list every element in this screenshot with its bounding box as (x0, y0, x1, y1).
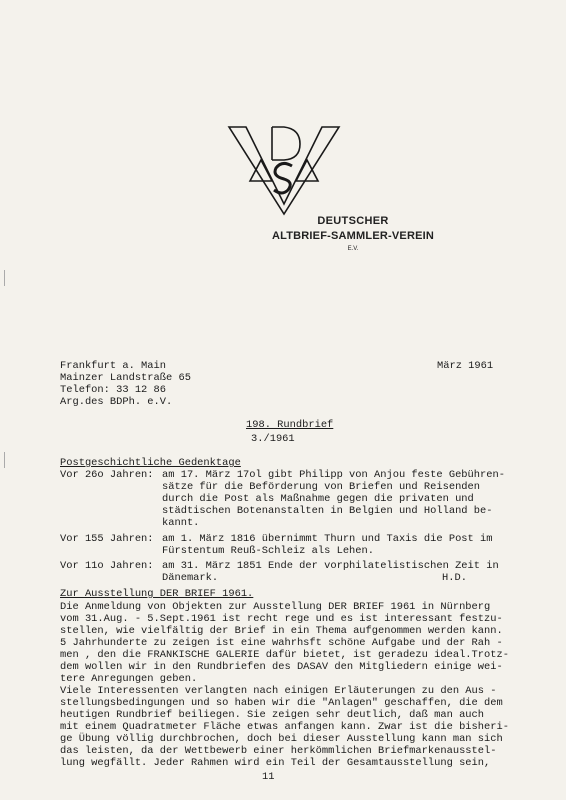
entry-line: kannt. (162, 517, 200, 529)
entry-line: Dänemark. (162, 572, 219, 584)
org-name-line1: DEUTSCHER (317, 215, 389, 227)
body-line: Viele Interessenten verlangten nach einigen Erläuterungen zu den Aus - (60, 685, 497, 697)
entry-line: sätze für die Beförderung von Briefen und Reisenden (162, 481, 481, 493)
body-line: lung wegfällt. Jeder Rahmen wird ein Teil der Gesamtausstellung sein, (60, 757, 491, 769)
page-number: 11 (262, 771, 275, 783)
entry-label: Vor 155 Jahren: (60, 533, 154, 545)
punch-hole-mark (4, 452, 11, 468)
body-line: mit einem Quadratmeter Fläche etwas anfangen kann. Zwar ist die bisheri- (60, 721, 509, 733)
body-line: vom 31.Aug. - 5.Sept.1961 ist recht rege und es ist interessant festzu- (60, 613, 503, 625)
entry-line: städtischen Botenanstalten in Belgien und Holland be- (162, 505, 493, 517)
entry-line: am 31. März 1851 Ende der vorphilatelistischen Zeit in (162, 560, 499, 572)
entry-label: Vor 26o Jahren: (60, 469, 154, 481)
body-line: tere Anregungen geben. (60, 673, 198, 685)
address-line: Mainzer Landstraße 65 (60, 372, 191, 384)
entry-label: Vor 11o Jahren: (60, 560, 154, 572)
address-line: Telefon: 33 12 86 (60, 384, 167, 396)
address-line: Arg.des BDPh. e.V. (60, 396, 173, 408)
body-line: stellungsbedingungen und so haben wir die "Anlagen" geschaffen, die dem (60, 697, 503, 709)
body-line: das leisten, da der Wettbewerb einer herkömmlichen Briefmarkenausstel- (60, 745, 497, 757)
letter-date: März 1961 (437, 360, 494, 372)
section-heading-ausstellung: Zur Ausstellung DER BRIEF 1961. (60, 588, 254, 600)
dasav-logo-icon (226, 124, 342, 216)
entry-line: Fürstentum Reuß-Schleiz als Lehen. (162, 545, 375, 557)
entry-line: am 1. März 1816 übernimmt Thurn und Taxis die Post im (162, 533, 493, 545)
entry-line: am 17. März 17ol gibt Philipp von Anjou feste Gebühren- (162, 469, 505, 481)
body-line: 5 Jahrhunderte zu zeigen ist eine wahrhsft schöne Aufgabe und der Rah - (60, 637, 503, 649)
rundbrief-issue: 3./1961 (251, 433, 295, 445)
body-line: heutigen Rundbrief beiliegen. Sie zeigen sehr deutlich, daß man auch (60, 709, 485, 721)
body-line: dem wollen wir in den Rundbriefen des DASAV den Mitgliedern einige wei- (60, 661, 503, 673)
entry-line: durch die Post als Maßnahme gegen die privaten und (162, 493, 474, 505)
section-heading-gedenktage: Postgeschichtliche Gedenktage (60, 457, 241, 469)
rundbrief-title: 198. Rundbrief (246, 419, 334, 431)
body-line: ge Übung völlig durchbrochen, doch bei dieser Ausstellung kann man sich (60, 733, 503, 745)
org-name-line2: ALTBRIEF-SAMMLER-VEREIN (271, 230, 435, 242)
body-line: Die Anmeldung von Objekten zur Ausstellung DER BRIEF 1961 in Nürnberg (60, 601, 491, 613)
signature-initials: H.D. (442, 572, 467, 584)
org-name-line3: E.V. (347, 246, 359, 252)
address-line: Frankfurt a. Main (60, 360, 167, 372)
punch-hole-mark (4, 270, 11, 286)
body-line: stellen, wie vielfältig der Brief in ein Thema aufgenommen werden kann. (60, 625, 503, 637)
body-line: men , den die FRANKISCHE GALERIE dafür bietet, ist geradezu ideal.Trotz- (60, 649, 509, 661)
